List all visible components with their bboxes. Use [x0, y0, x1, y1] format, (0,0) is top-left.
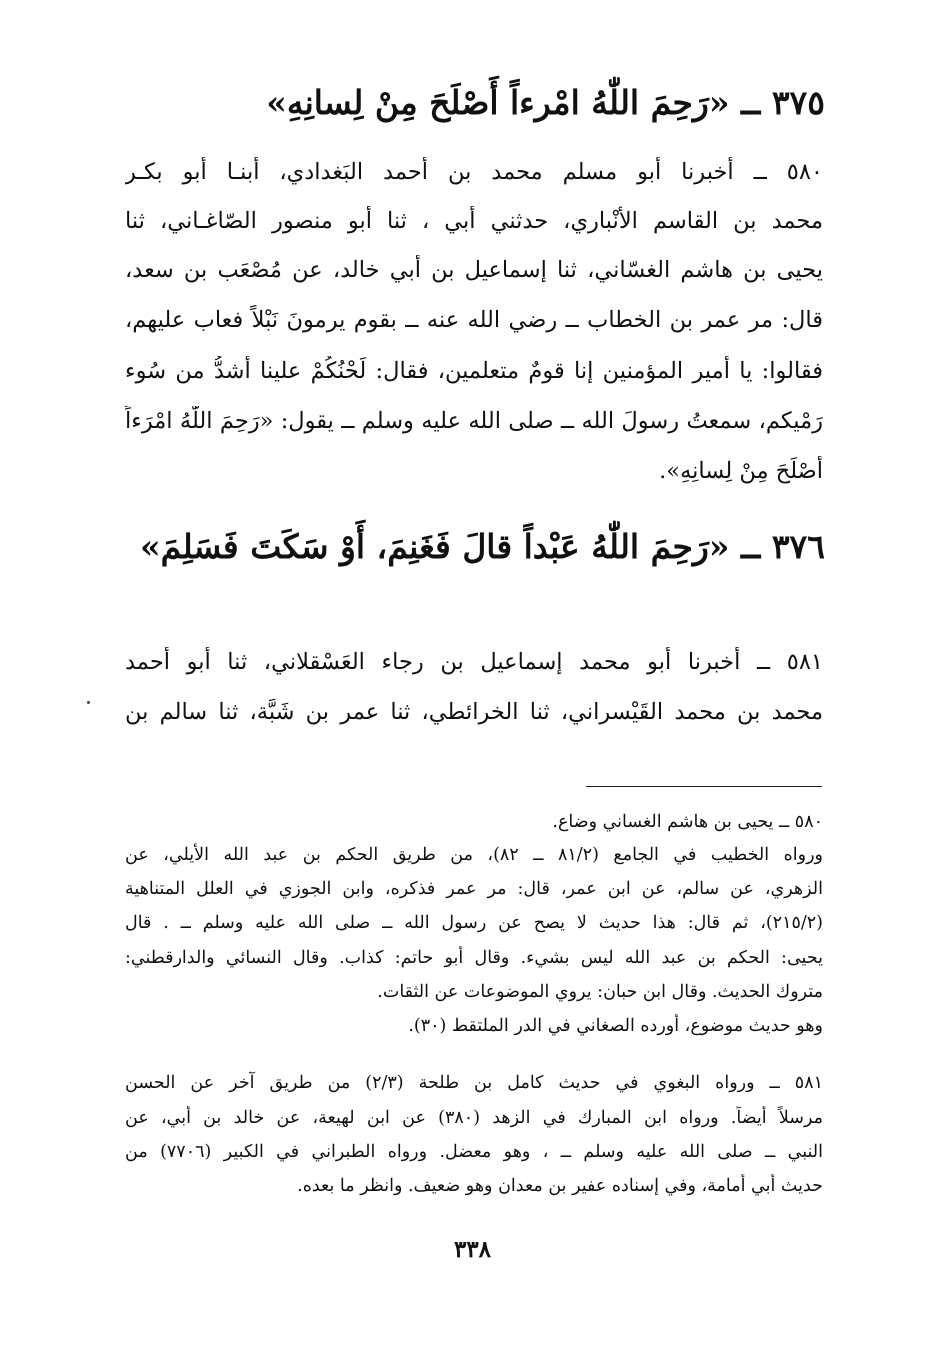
page-number: ٣٣٨ [453, 1236, 492, 1263]
scan-speck [87, 701, 90, 704]
footnote-581-line: حديث أبي أمامة، وفي إسناده عفير بن معدان وهو ضعيف. وانظر ما بعده. [297, 1176, 823, 1196]
footnote-581-line: مرسلاً أيضاً. ورواه ابن المبارك في الزهد (٣٨٠) عن ابن لهيعة، عن خالد بن أبي، عن [125, 1108, 823, 1128]
footnote-580-line: ورواه الخطيب في الجامع (٨١/٢ ــ ٨٢)، من طريق الحكم بن عبد الله الأيلي، عن [125, 845, 823, 865]
hadith-581-line: محمد بن محمد القَيْسراني، ثنا الخرائطي، ثنا عمر بن شَبَّة، ثنا سالم بن [125, 699, 823, 725]
hadith-580-line: قال: مر عمر بن الخطاب ــ رضي الله عنه ــ بقوم يرمونَ نَبْلاً فعاب عليهم، [125, 307, 823, 333]
hadith-580-line: يحيى بن هاشم الغسّاني، ثنا إسماعيل بن أبي خالد، عن مُصْعَب بن سعد، [125, 257, 823, 283]
footnote-580-line: ٥٨٠ ــ يحيى بن هاشم الغساني وضاع. [552, 812, 823, 832]
footnote-580-line: يحيى: الحكم بن عبد الله ليس بشيء. وقال أبو حاتم: كذاب. وقال النسائي والدارقطني: [125, 948, 823, 968]
hadith-581-line: ٥٨١ ــ أخبرنا أبو محمد إسماعيل بن رجاء العَسْقلاني، ثنا أبو أحمد [125, 649, 823, 675]
hadith-580-line: ٥٨٠ ــ أخبرنا أبو مسلم محمد بن أحمد البَغدادي، أبنـا أبو بكـر [125, 159, 823, 185]
footnote-separator [586, 786, 822, 787]
section-heading-375: ٣٧٥ ــ «رَحِمَ اللّٰهُ امْرءاً أَصْلَحَ مِنْ لِسانِهِ» [266, 83, 825, 122]
footnote-581-line: ٥٨١ ــ ورواه البغوي في حديث كامل بن طلحة (٢/٣) من طريق آخر عن الحسن [125, 1073, 823, 1093]
section-heading-376: ٣٧٦ ــ «رَحِمَ اللّٰهُ عَبْداً قالَ فَغَنِمَ، أَوْ سَكَتَ فَسَلِمَ» [139, 527, 825, 566]
hadith-580-line: رَمْيكم، سمعتُ رسولَ الله ــ صلى الله عليه وسلم ــ يقول: «رَحِمَ اللّٰهُ امْرَءاً [125, 408, 823, 434]
hadith-580-line: فقالوا: يا أمير المؤمنين إنا قومٌ متعلمين، فقال: لَحْنُكُمْ علينا أشدُّ من سُوء [125, 358, 823, 384]
footnote-580-line: الزهري، عن سالم، عن ابن عمر، قال: مر عمر فذكره، وابن الجوزي في العلل المتناهية [125, 879, 823, 899]
hadith-580-line: أَصْلَحَ مِنْ لِسانِهِ». [659, 458, 823, 484]
footnote-580-line: متروك الحديث. وقال ابن حبان: يروي الموضوعات عن الثقات. [377, 982, 823, 1002]
footnote-580-line: وهو حديث موضوع، أورده الصغاني في الدر الملتقط (٣٠). [408, 1016, 823, 1036]
footnote-581-line: النبي ــ صلى الله عليه وسلم ــ ، وهو معضل. ورواه الطبراني في الكبير (٧٧٠٦) من [125, 1142, 823, 1162]
hadith-580-line: محمد بن القاسم الأَنْباري، حدثني أبي ، ثنا أبو منصور الصّاغـاني، ثنا [125, 208, 823, 234]
footnote-580-line: (٢١٥/٢)، ثم قال: هذا حديث لا يصح عن رسول الله ــ صلى الله عليه وسلم ــ . قال [125, 913, 823, 933]
